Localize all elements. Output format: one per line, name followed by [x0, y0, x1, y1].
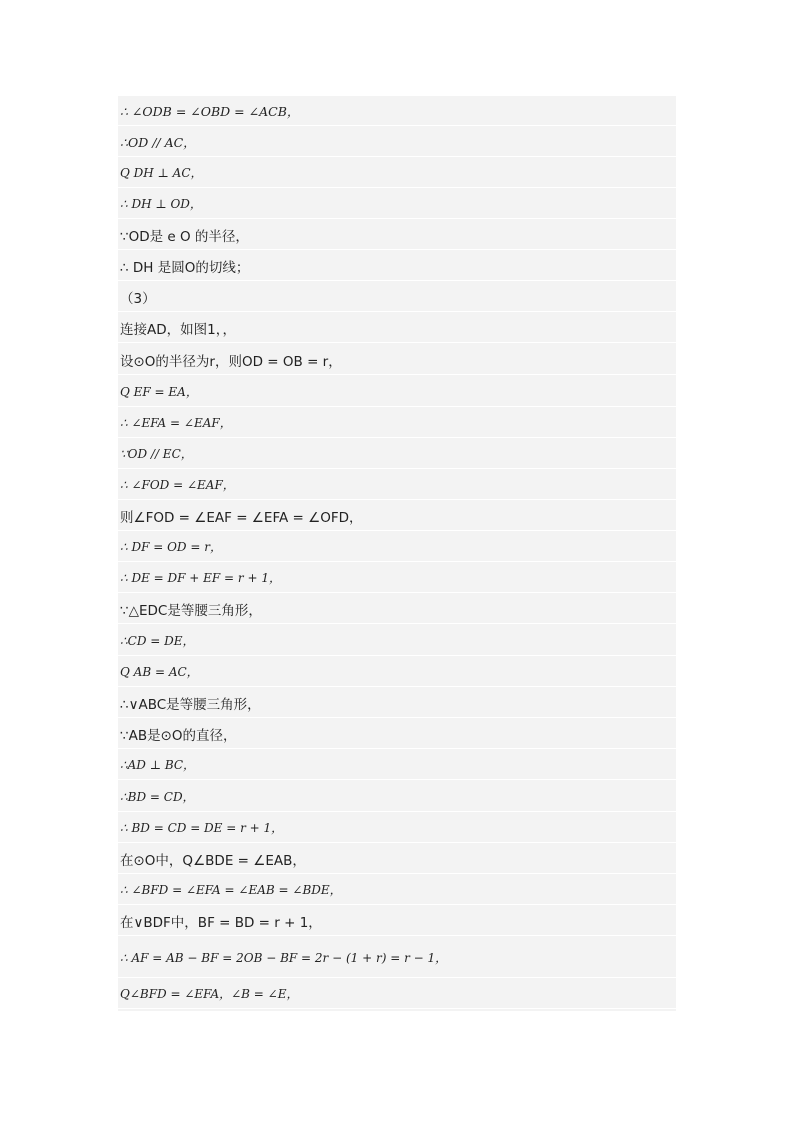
solution-line: 则∠FOD = ∠EAF = ∠EFA = ∠OFD， — [118, 501, 676, 531]
solution-line: ∴ DH ⊥ OD， — [118, 189, 676, 219]
solution-line: 设⊙O的半径为r，则OD = OB = r， — [118, 345, 676, 375]
solution-line: ∵AB是⊙O的直径， — [118, 719, 676, 749]
solution-panel — [118, 96, 676, 1011]
solution-line: ∴OD // AC， — [118, 127, 676, 157]
solution-line: Q∠BFD = ∠EFA，∠B = ∠E， — [118, 979, 676, 1009]
solution-line: Q EF = EA， — [118, 377, 676, 407]
solution-line: 连接AD，如图1，， — [118, 313, 676, 343]
solution-line: ∵OD是 e O 的半径， — [118, 220, 676, 250]
solution-line: Q DH ⊥ AC， — [118, 158, 676, 188]
solution-line: ∴ DE = DF + EF = r + 1， — [118, 563, 676, 593]
solution-line: ∴ DH 是圆O的切线； — [118, 251, 676, 281]
solution-line: ∴AD ⊥ BC， — [118, 750, 676, 780]
solution-line: ∵OD // EC， — [118, 439, 676, 469]
part-label: （3） — [118, 282, 676, 312]
solution-line: ∴BD = CD， — [118, 782, 676, 812]
solution-line: ∴ AF = AB − BF = 2OB − BF = 2r − (1 + r) = r − 1， — [118, 938, 676, 978]
solution-line: 在∨BDF中，BF = BD = r + 1， — [118, 906, 676, 936]
solution-line: Q AB = AC， — [118, 657, 676, 687]
solution-line: ∴ ∠FOD = ∠EAF， — [118, 470, 676, 500]
solution-line: ∴ BD = CD = DE = r + 1， — [118, 813, 676, 843]
solution-line: ∴ ∠ODB = ∠OBD = ∠ACB， — [118, 96, 676, 126]
solution-line: ∵△EDC是等腰三角形， — [118, 594, 676, 624]
solution-line: ∴ ∠EFA = ∠EAF， — [118, 408, 676, 438]
solution-line: ∴∨ABC是等腰三角形， — [118, 688, 676, 718]
solution-line: ∴ DF = OD = r， — [118, 532, 676, 562]
solution-line: ∴ ∠BFD = ∠EFA = ∠EAB = ∠BDE， — [118, 875, 676, 905]
solution-line: 在⊙O中，Q∠BDE = ∠EAB， — [118, 844, 676, 874]
solution-line: ∴CD = DE， — [118, 626, 676, 656]
